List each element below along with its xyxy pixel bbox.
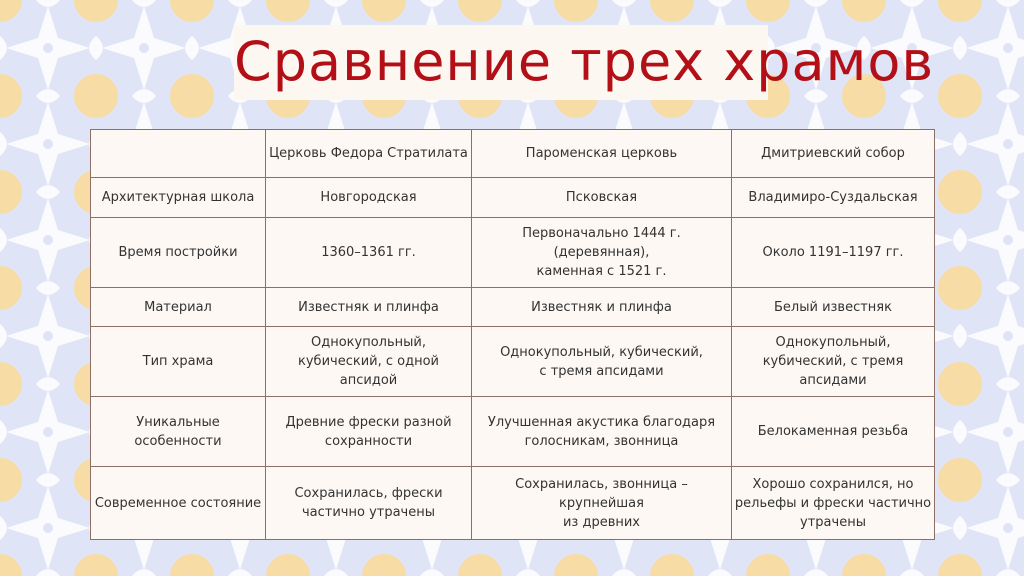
table-cell: Однокупольный, кубический, с тремя апсидами (732, 327, 935, 397)
table-cell: Владимиро-Суздальская (732, 178, 935, 218)
table-cell: Улучшенная акустика благодаря голосникам, звонница (472, 397, 732, 467)
table-row (91, 397, 935, 467)
table-row (91, 178, 935, 218)
table-cell: Хорошо сохранился, но рельефы и фрески частично утрачены (732, 467, 935, 540)
table-cell: Псковская (472, 178, 732, 218)
header-cell-paromenskaya: Пароменская церковь (472, 130, 732, 178)
table-header-row (91, 130, 935, 178)
table-cell: Сохранилась, фрески частично утрачены (266, 467, 472, 540)
table-cell: Первоначально 1444 г. (деревянная), каменная с 1521 г. (472, 218, 732, 288)
table-cell: Древние фрески разной сохранности (266, 397, 472, 467)
table-cell: Белокаменная резьба (732, 397, 935, 467)
table-cell: Белый известняк (732, 288, 935, 327)
table-cell: Известняк и плинфа (266, 288, 472, 327)
table-cell: Однокупольный, кубический, с тремя апсидами (472, 327, 732, 397)
comparison-table (90, 129, 935, 540)
table-cell: Однокупольный, кубический, с одной апсидой (266, 327, 472, 397)
header-cell-empty (91, 130, 266, 178)
table-row (91, 288, 935, 327)
table-row (91, 467, 935, 540)
table-row (91, 218, 935, 288)
table-cell: Около 1191–1197 гг. (732, 218, 935, 288)
row-label: Тип храма (91, 327, 266, 397)
table-cell: Сохранилась, звонница – крупнейшая из древних (472, 467, 732, 540)
header-cell-fedor-stratilat: Церковь Федора Стратилата (266, 130, 472, 178)
row-label: Уникальные особенности (91, 397, 266, 467)
header-cell-dmitrievsky: Дмитриевский собор (732, 130, 935, 178)
row-label: Материал (91, 288, 266, 327)
row-label: Современное состояние (91, 467, 266, 540)
table-row (91, 327, 935, 397)
table-cell: 1360–1361 гг. (266, 218, 472, 288)
slide-title: Сравнение трех храмов (234, 30, 935, 93)
row-label: Архитектурная школа (91, 178, 266, 218)
row-label: Время постройки (91, 218, 266, 288)
table-cell: Известняк и плинфа (472, 288, 732, 327)
table-cell: Новгородская (266, 178, 472, 218)
